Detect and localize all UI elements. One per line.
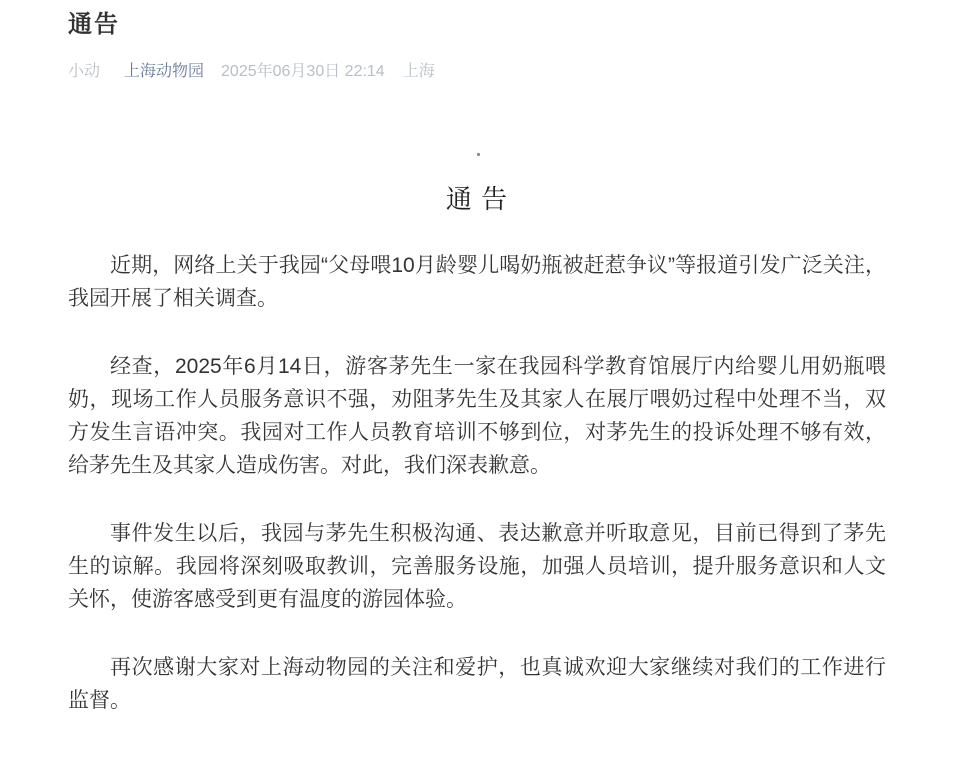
meta-datetime: 2025年06月30日 22:14 (221, 63, 385, 80)
notice-paragraph: 再次感谢大家对上海动物园的关注和爱护，也真诚欢迎大家继续对我们的工作进行监督。 (68, 656, 886, 712)
meta-location: 上海 (402, 63, 435, 80)
article-meta (68, 61, 435, 83)
notice-paragraph: 近期，网络上关于我园“父母喂10月龄婴儿喝奶瓶被赶惹争议”等报道引发广泛关注，我园开展了相关调查。 (68, 254, 886, 310)
article-title: 通告 (68, 11, 120, 38)
meta-source-link[interactable]: 上海动物园 (124, 63, 205, 80)
notice-image[interactable] (68, 150, 886, 717)
notice-paragraph: 事件发生以后，我园与茅先生积极沟通、表达歉意并听取意见，目前已得到了茅先生的谅解。我园将深刻吸取教训，完善服务设施，加强人员培训，提升服务意识和人文关怀，使游客感受到更有温度的游园体验。 (68, 522, 886, 611)
meta-author: 小动 (68, 63, 101, 80)
image-artifact-dot (477, 153, 480, 156)
notice-paragraph: 经查，2025年6月14日，游客茅先生一家在我园科学教育馆展厅内给婴儿用奶瓶喂奶，现场工作人员服务意识不强，劝阻茅先生及其家人在展厅喂奶过程中处理不当，双方发生言语冲突。我园对工作人员教育培训不够到位，对茅先生的投诉处理不够有效，给茅先生及其家人造成伤害。对此，我们深表歉意。 (68, 355, 886, 477)
notice-heading: 通 告 (445, 184, 509, 214)
